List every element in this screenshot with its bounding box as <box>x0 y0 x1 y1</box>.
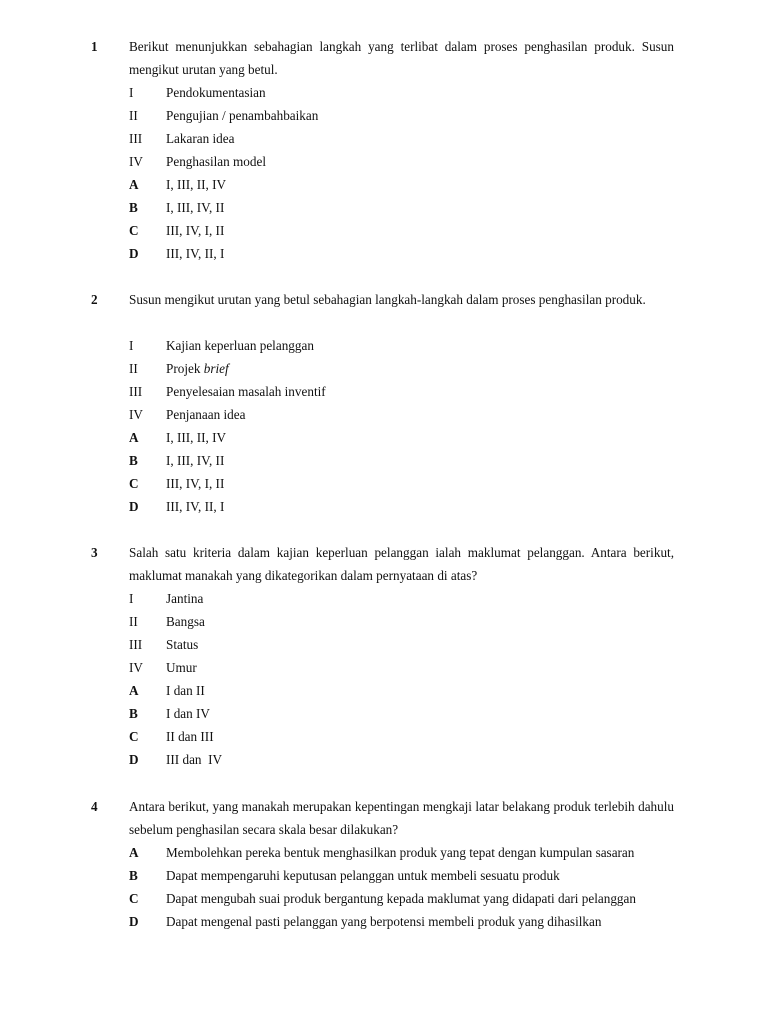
option-label: B <box>129 200 138 215</box>
item-text: Kajian keperluan pelanggan <box>166 338 314 353</box>
option-label: C <box>129 476 139 491</box>
item-row <box>129 81 689 104</box>
item-row <box>129 380 689 403</box>
question-number: 1 <box>91 39 98 54</box>
option-text: Dapat mengenal pasti pelanggan yang berpotensi membeli produk yang dihasilkan <box>166 914 602 929</box>
answer-option-c[interactable] <box>129 472 689 495</box>
answer-option-d[interactable] <box>129 242 689 265</box>
question-stem: Berikut menunjukkan sebahagian langkah yang terlibat dalam proses penghasilan produk. Susun mengikut urutan yang betul. <box>129 39 674 77</box>
option-text: I dan IV <box>166 706 210 721</box>
item-label: IV <box>129 154 143 169</box>
item-row <box>129 104 689 127</box>
answer-option-a[interactable] <box>129 426 689 449</box>
item-label: II <box>129 361 138 376</box>
option-label: B <box>129 453 138 468</box>
option-text: II dan III <box>166 729 214 744</box>
item-row <box>129 150 689 173</box>
option-label: A <box>129 683 139 698</box>
item-label: I <box>129 338 134 353</box>
answer-option-a[interactable] <box>129 679 689 702</box>
item-text: Status <box>166 637 199 652</box>
option-text: I, III, II, IV <box>166 177 227 192</box>
option-text: III, IV, I, II <box>166 476 225 491</box>
option-label: B <box>129 706 138 721</box>
answer-option-c[interactable] <box>129 887 689 910</box>
item-text-plain: Projek <box>166 361 204 376</box>
item-text: Bangsa <box>166 614 205 629</box>
answer-option-b[interactable] <box>129 449 689 472</box>
option-text: III, IV, I, II <box>166 223 225 238</box>
item-label: II <box>129 614 138 629</box>
question-items <box>129 587 689 771</box>
option-text: Dapat mengubah suai produk bergantung kepada maklumat yang didapati dari pelanggan <box>166 891 636 906</box>
item-text: Pendokumentasian <box>166 85 266 100</box>
answer-option-c[interactable] <box>129 725 689 748</box>
item-label: II <box>129 108 138 123</box>
option-text: I, III, IV, II <box>166 200 225 215</box>
answer-option-a[interactable] <box>129 841 689 864</box>
item-label: I <box>129 85 134 100</box>
answer-option-c[interactable] <box>129 219 689 242</box>
answer-option-d[interactable] <box>129 910 689 933</box>
item-text-italic: brief <box>203 361 229 376</box>
option-label: C <box>129 891 139 906</box>
item-text: Pengujian / penambahbaikan <box>166 108 319 123</box>
answer-option-b[interactable] <box>129 196 689 219</box>
item-row <box>129 610 689 633</box>
option-text: I, III, II, IV <box>166 430 227 445</box>
answer-option-b[interactable] <box>129 702 689 725</box>
option-label: A <box>129 177 139 192</box>
item-row <box>129 357 689 380</box>
option-text: III, IV, II, I <box>166 246 225 261</box>
item-row <box>129 587 689 610</box>
option-label: D <box>129 246 139 261</box>
option-label: A <box>129 845 139 860</box>
item-text: Penyelesaian masalah inventif <box>166 384 326 399</box>
item-text: Penghasilan model <box>166 154 266 169</box>
item-text: Umur <box>166 660 197 675</box>
answer-option-b[interactable] <box>129 864 689 887</box>
item-row <box>129 127 689 150</box>
item-row <box>129 656 689 679</box>
question-stem: Susun mengikut urutan yang betul sebahagian langkah-langkah dalam proses penghasilan produk. <box>129 292 646 307</box>
item-text: Jantina <box>166 591 204 606</box>
option-label: C <box>129 223 139 238</box>
answer-option-d[interactable] <box>129 748 689 771</box>
item-row <box>129 403 689 426</box>
item-text: Penjanaan idea <box>166 407 246 422</box>
question-number: 2 <box>91 292 98 307</box>
option-label: C <box>129 729 139 744</box>
option-label: D <box>129 499 139 514</box>
option-text: III dan IV <box>166 752 223 767</box>
item-label: III <box>129 637 143 652</box>
answer-option-a[interactable] <box>129 173 689 196</box>
answer-option-d[interactable] <box>129 495 689 518</box>
item-row <box>129 334 689 357</box>
item-label: IV <box>129 407 143 422</box>
question-items <box>129 81 689 265</box>
item-label: I <box>129 591 134 606</box>
item-text: Lakaran idea <box>166 131 235 146</box>
question-options <box>129 841 689 933</box>
option-text: Dapat mempengaruhi keputusan pelanggan untuk membeli sesuatu produk <box>166 868 560 883</box>
question-stem: Antara berikut, yang manakah merupakan kepentingan mengkaji latar belakang produk terlebih dahulu sebelum penghasilan secara skala besar dilakukan? <box>129 799 674 837</box>
option-label: B <box>129 868 138 883</box>
question-items <box>129 334 689 518</box>
question-number: 4 <box>91 799 98 814</box>
option-text: Membolehkan pereka bentuk menghasilkan produk yang tepat dengan kumpulan sasaran <box>166 845 635 860</box>
option-label: D <box>129 752 139 767</box>
question-number: 3 <box>91 545 98 560</box>
option-label: D <box>129 914 139 929</box>
option-text: I dan II <box>166 683 205 698</box>
item-text <box>166 357 229 380</box>
option-text: III, IV, II, I <box>166 499 225 514</box>
item-label: III <box>129 131 143 146</box>
item-label: IV <box>129 660 143 675</box>
option-label: A <box>129 430 139 445</box>
question-stem: Salah satu kriteria dalam kajian keperluan pelanggan ialah maklumat pelanggan. Antara berikut, maklumat manakah yang dikategorikan dalam pernyataan di atas? <box>129 545 674 583</box>
item-label: III <box>129 384 143 399</box>
item-row <box>129 633 689 656</box>
option-text: I, III, IV, II <box>166 453 225 468</box>
